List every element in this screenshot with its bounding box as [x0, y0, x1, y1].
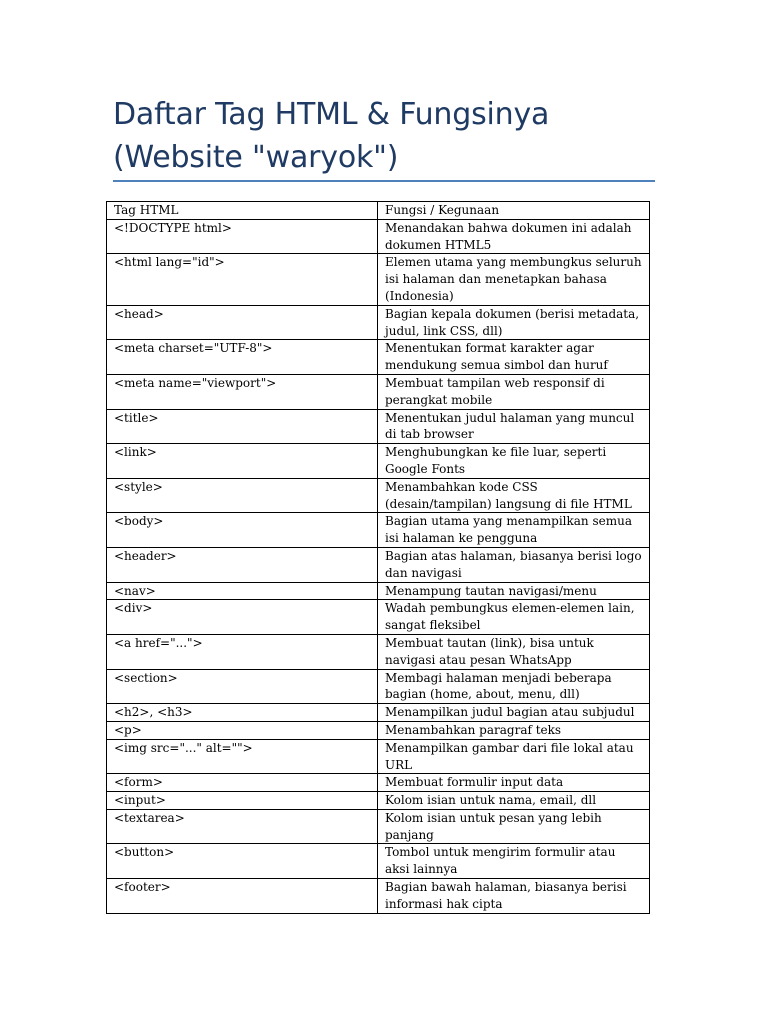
- table-row: [107, 600, 650, 635]
- tag-cell: <!DOCTYPE html>: [107, 219, 378, 254]
- function-cell: Membuat formulir input data: [378, 774, 650, 792]
- header-cell-function: Fungsi / Kegunaan: [378, 202, 650, 220]
- tag-cell: <nav>: [107, 582, 378, 600]
- html-tag-table: [106, 201, 650, 914]
- table-row: [107, 444, 650, 479]
- tag-cell: <header>: [107, 547, 378, 582]
- tag-cell: <button>: [107, 844, 378, 879]
- function-cell: Bagian utama yang menampilkan semua isi halaman ke pengguna: [378, 513, 650, 548]
- table-row: [107, 513, 650, 548]
- tag-cell: <div>: [107, 600, 378, 635]
- function-cell: Menandakan bahwa dokumen ini adalah dokumen HTML5: [378, 219, 650, 254]
- table-row: [107, 669, 650, 704]
- table-row: [107, 792, 650, 810]
- function-cell: Kolom isian untuk nama, email, dll: [378, 792, 650, 810]
- function-cell: Menentukan format karakter agar mendukung semua simbol dan huruf: [378, 340, 650, 375]
- tag-cell: <style>: [107, 478, 378, 513]
- table-row: [107, 809, 650, 844]
- tag-cell: <h2>, <h3>: [107, 704, 378, 722]
- tag-cell: <form>: [107, 774, 378, 792]
- table-row: [107, 739, 650, 774]
- function-cell: Menghubungkan ke file luar, seperti Google Fonts: [378, 444, 650, 479]
- function-cell: Menentukan judul halaman yang muncul di tab browser: [378, 409, 650, 444]
- table-row: [107, 704, 650, 722]
- table-header-row: [107, 202, 650, 220]
- table-row: [107, 582, 650, 600]
- tag-cell: <input>: [107, 792, 378, 810]
- tag-cell: <head>: [107, 305, 378, 340]
- header-cell-tag: Tag HTML: [107, 202, 378, 220]
- function-cell: Bagian atas halaman, biasanya berisi logo dan navigasi: [378, 547, 650, 582]
- function-cell: Wadah pembungkus elemen-elemen lain, sangat fleksibel: [378, 600, 650, 635]
- table-row: [107, 478, 650, 513]
- title-underline: [113, 180, 655, 182]
- function-cell: Bagian bawah halaman, biasanya berisi informasi hak cipta: [378, 879, 650, 914]
- tag-cell: <section>: [107, 669, 378, 704]
- function-cell: Menambahkan kode CSS (desain/tampilan) langsung di file HTML: [378, 478, 650, 513]
- tag-cell: <img src="..." alt="">: [107, 739, 378, 774]
- table-row: [107, 721, 650, 739]
- function-cell: Menambahkan paragraf teks: [378, 721, 650, 739]
- tag-cell: <link>: [107, 444, 378, 479]
- document-title: Daftar Tag HTML & Fungsinya (Website "waryok"): [113, 97, 550, 175]
- table-row: [107, 774, 650, 792]
- tag-cell: <html lang="id">: [107, 254, 378, 305]
- function-cell: Menampung tautan navigasi/menu: [378, 582, 650, 600]
- tag-cell: <body>: [107, 513, 378, 548]
- tag-cell: <title>: [107, 409, 378, 444]
- table-row: [107, 219, 650, 254]
- function-cell: Menampilkan judul bagian atau subjudul: [378, 704, 650, 722]
- function-cell: Bagian kepala dokumen (berisi metadata, judul, link CSS, dll): [378, 305, 650, 340]
- function-cell: Membuat tampilan web responsif di perangkat mobile: [378, 374, 650, 409]
- function-cell: Elemen utama yang membungkus seluruh isi halaman dan menetapkan bahasa (Indonesia): [378, 254, 650, 305]
- table-row: [107, 254, 650, 305]
- table-row: [107, 409, 650, 444]
- table-row: [107, 547, 650, 582]
- function-cell: Tombol untuk mengirim formulir atau aksi lainnya: [378, 844, 650, 879]
- function-cell: Membagi halaman menjadi beberapa bagian (home, about, menu, dll): [378, 669, 650, 704]
- table-row: [107, 634, 650, 669]
- table-row: [107, 340, 650, 375]
- tag-cell: <textarea>: [107, 809, 378, 844]
- table-row: [107, 844, 650, 879]
- function-cell: Membuat tautan (link), bisa untuk navigasi atau pesan WhatsApp: [378, 634, 650, 669]
- function-cell: Menampilkan gambar dari file lokal atau URL: [378, 739, 650, 774]
- table-row: [107, 305, 650, 340]
- tag-cell: <a href="...">: [107, 634, 378, 669]
- tag-cell: <p>: [107, 721, 378, 739]
- function-cell: Kolom isian untuk pesan yang lebih panjang: [378, 809, 650, 844]
- tag-cell: <meta name="viewport">: [107, 374, 378, 409]
- tag-cell: <meta charset="UTF-8">: [107, 340, 378, 375]
- table-row: [107, 879, 650, 914]
- table-row: [107, 374, 650, 409]
- tag-cell: <footer>: [107, 879, 378, 914]
